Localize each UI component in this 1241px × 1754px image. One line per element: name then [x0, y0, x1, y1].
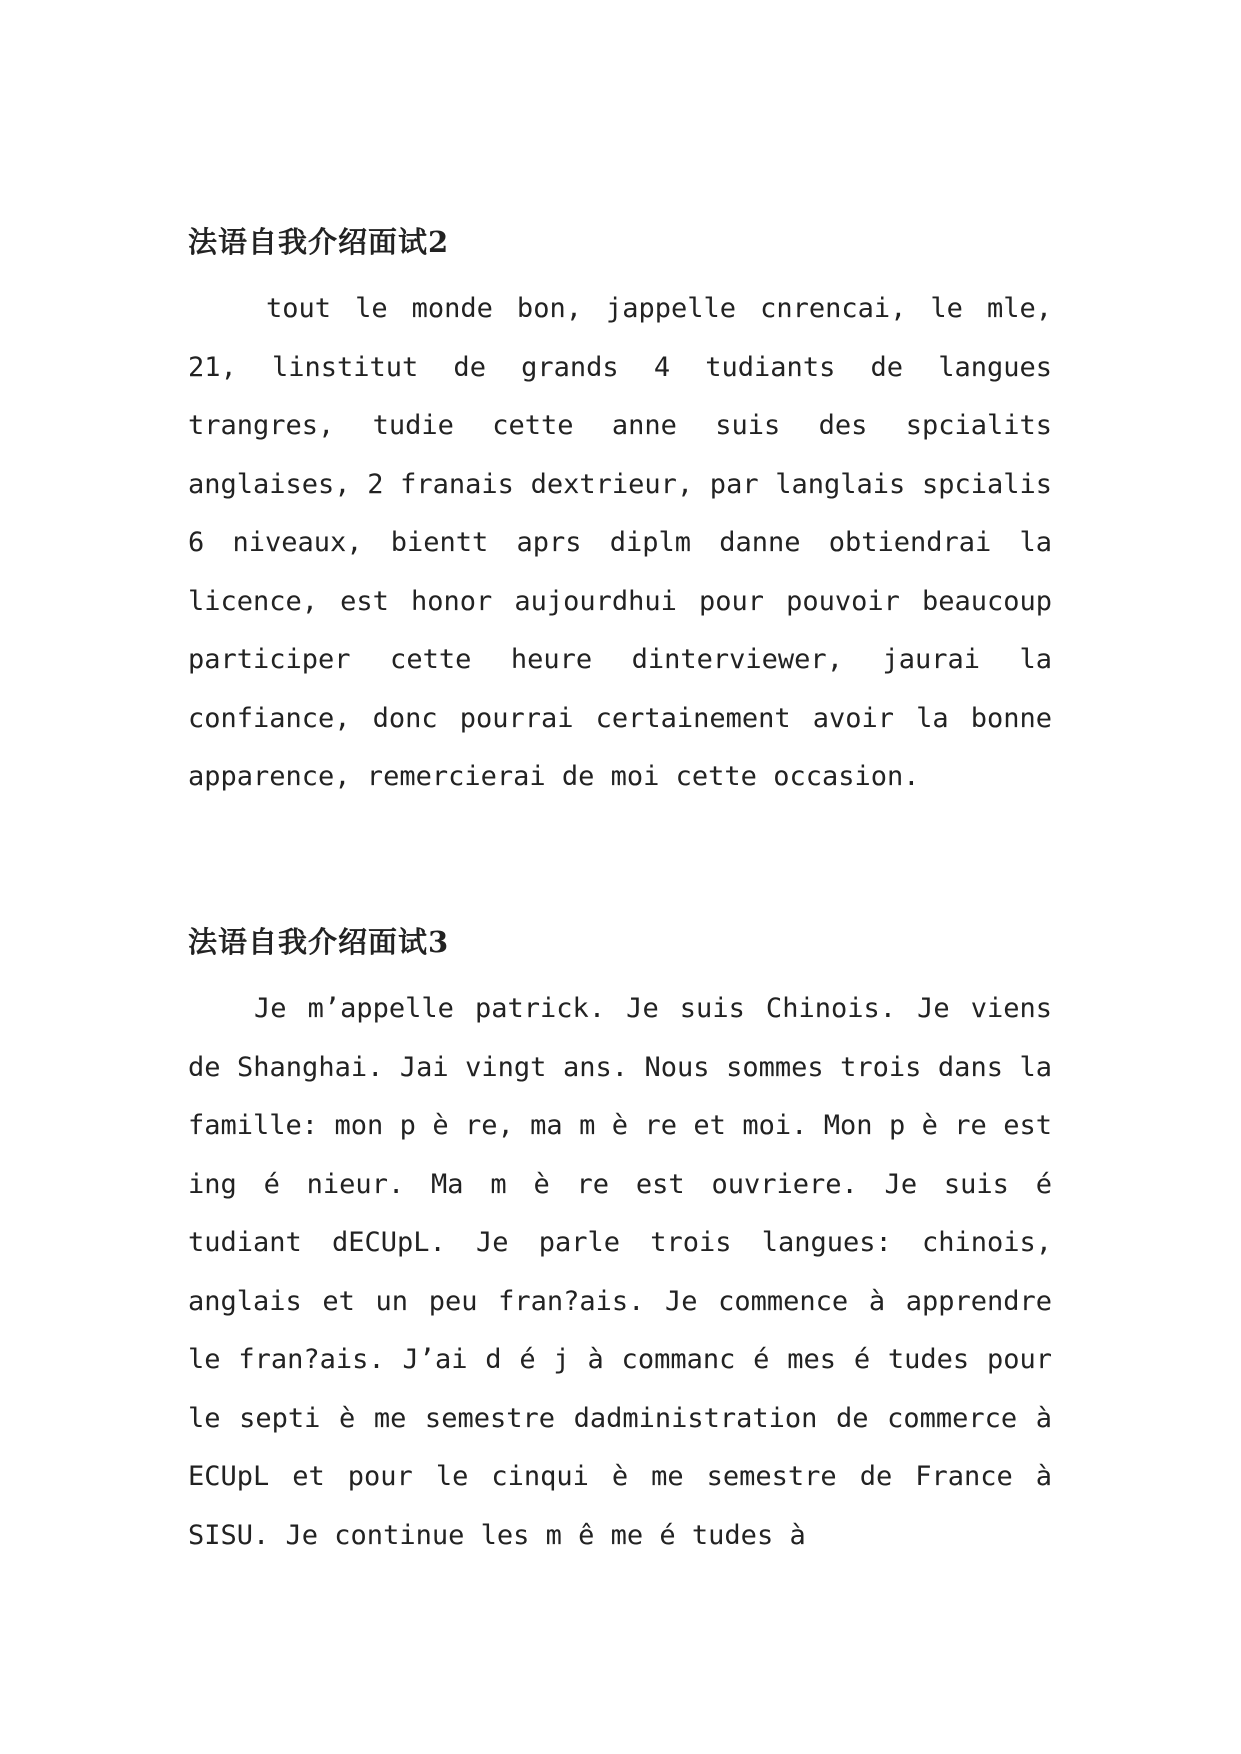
- section-interview-2: [188, 222, 1052, 807]
- section-interview-3: [188, 922, 1052, 1565]
- section-paragraph: tout le monde bon, jappelle cnrencai, le mle, 21, linstitut de grands 4 tudiants de langues trangres, tudie cette anne suis des spcialits anglaises, 2 franais dextrieur, par langlais spcialis 6 niveaux, bientt aprs diplm danne obtiendrai la licence, est honor aujourdhui pour pouvoir beaucoup participer cette heure dinterviewer, jaurai la confiance, donc pourrai certainement avoir la bonne apparence, remercierai de moi cette occasion.: [188, 293, 1052, 792]
- section-paragraph: Je m’appelle patrick. Je suis Chinois. Je viens de Shanghai. Jai vingt ans. Nous sommes trois dans la famille: mon p è re, ma m è re et moi. Mon p è re est ing é nieur. Ma m è re est ouvriere. Je suis é tudiant dECUpL. Je parle trois langues: chinois, anglais et un peu fran?ais. Je commence à apprendre le fran?ais. J’ai d é j à commanc é mes é tudes pour le septi è me semestre dadministration de commerce à ECUpL et pour le cinqui è me semestre de France à SISU. Je continue les m ê me é tudes à: [188, 993, 1052, 1551]
- section-heading: 法语自我介绍面试3: [188, 925, 450, 959]
- section-heading: 法语自我介绍面试2: [188, 225, 450, 259]
